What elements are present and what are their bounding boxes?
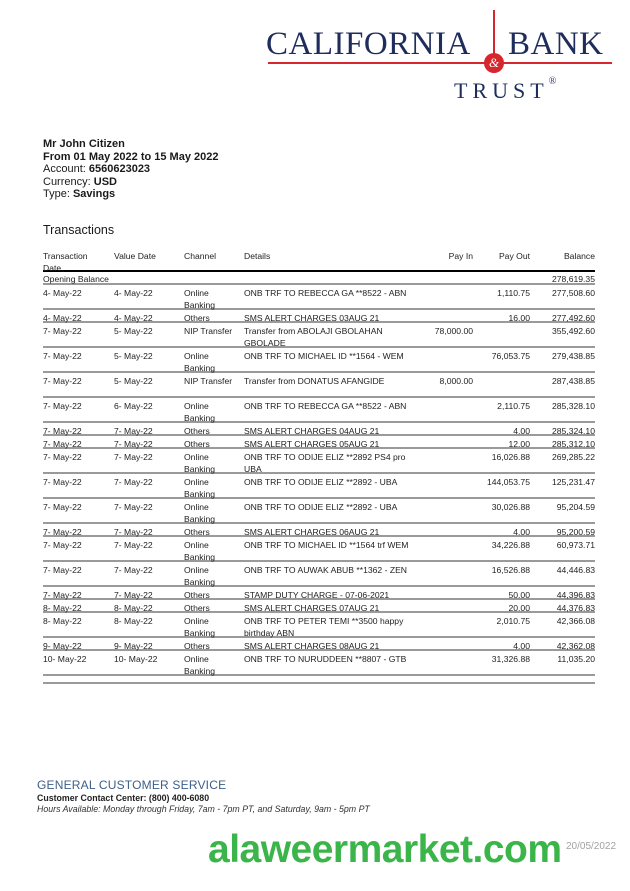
cell-value-date: 4- May-22 <box>114 288 153 298</box>
table-row <box>43 562 595 587</box>
cell-channel: Others <box>184 426 210 436</box>
cell-pay-out: 16.00 <box>508 313 530 323</box>
table-row <box>43 323 595 348</box>
cell-pay-out: 76,053.75 <box>491 351 530 361</box>
cell-balance: 285,324.10 <box>551 426 595 436</box>
cell-details: ONB TRF TO MICHAEL ID **1564 - WEM <box>244 351 404 361</box>
cell-value-date: 4- May-22 <box>114 313 153 323</box>
header-details: Details <box>244 251 271 261</box>
opening-balance-value: 278,619.35 <box>551 274 595 284</box>
cell-channel: Others <box>184 439 210 449</box>
cell-details: SMS ALERT CHARGES 06AUG 21 <box>244 527 380 537</box>
logo-divider-horizontal <box>268 62 612 64</box>
cell-transaction-date: 7- May-22 <box>43 351 82 361</box>
cell-transaction-date: 7- May-22 <box>43 540 82 550</box>
cell-pay-out: 50.00 <box>508 590 530 600</box>
cell-value-date: 5- May-22 <box>114 326 153 336</box>
type-line <box>43 188 218 201</box>
cell-details: ONB TRF TO MICHAEL ID **1564 trf WEM <box>244 540 409 550</box>
cell-details: Transfer from DONATUS AFANGIDE <box>244 376 385 386</box>
cell-pay-out: 2,010.75 <box>496 616 530 626</box>
cell-value-date: 7- May-22 <box>114 452 153 462</box>
cell-transaction-date: 7- May-22 <box>43 439 82 449</box>
cell-pay-in: 78,000.00 <box>434 326 473 336</box>
header-transaction-date: Transaction Date <box>43 251 88 273</box>
table-row <box>43 638 595 651</box>
account-holder: Mr John Citizen <box>43 138 125 150</box>
cell-pay-out: 30,026.88 <box>491 502 530 512</box>
cell-pay-in: 8,000.00 <box>439 376 473 386</box>
cell-details: ONB TRF TO ODIJE ELIZ **2892 PS4 pro UBA <box>244 452 406 474</box>
cell-details: STAMP DUTY CHARGE - 07-06-2021 <box>244 590 390 600</box>
currency-line <box>43 176 218 189</box>
table-row <box>43 524 595 537</box>
cell-channel: Online Banking <box>184 616 216 638</box>
table-end-rule <box>43 676 595 684</box>
cell-balance: 285,312.10 <box>551 439 595 449</box>
cell-pay-out: 16,526.88 <box>491 565 530 575</box>
cell-value-date: 8- May-22 <box>114 603 153 613</box>
table-row <box>43 449 595 474</box>
cell-transaction-date: 4- May-22 <box>43 288 82 298</box>
cell-pay-out: 4.00 <box>513 426 530 436</box>
table-row <box>43 436 595 449</box>
transactions-title: Transactions <box>43 223 115 237</box>
header-pay-in: Pay In <box>448 251 473 261</box>
footer-hours: Hours Available: Monday through Friday, 7am - 7pm PT, and Saturday, 9am - 5pm PT <box>37 804 370 814</box>
cell-value-date: 8- May-22 <box>114 616 153 626</box>
cell-channel: Online Banking <box>184 654 216 676</box>
cell-balance: 287,438.85 <box>551 376 595 386</box>
cell-details: SMS ALERT CHARGES 04AUG 21 <box>244 426 380 436</box>
account-number-line <box>43 163 218 176</box>
cell-pay-out: 20.00 <box>508 603 530 613</box>
header-pay-out: Pay Out <box>498 251 530 261</box>
cell-transaction-date: 7- May-22 <box>43 590 82 600</box>
cell-balance: 44,376.83 <box>556 603 595 613</box>
cell-value-date: 6- May-22 <box>114 401 153 411</box>
cell-pay-out: 2,110.75 <box>497 401 530 411</box>
cell-transaction-date: 7- May-22 <box>43 426 82 436</box>
table-header <box>43 249 595 272</box>
logo-trust-text: TRUST <box>454 78 549 103</box>
cell-value-date: 7- May-22 <box>114 590 153 600</box>
page-date: 20/05/2022 <box>566 841 617 852</box>
cell-details: ONB TRF TO PETER TEMI **3500 happy birthday ABN <box>244 616 404 638</box>
cell-details: SMS ALERT CHARGES 08AUG 21 <box>244 641 380 651</box>
cell-pay-out: 1,110.75 <box>497 288 530 298</box>
customer-service-footer <box>37 778 370 814</box>
cell-channel: Online Banking <box>184 477 216 499</box>
cell-channel: Others <box>184 527 210 537</box>
table-row <box>43 499 595 524</box>
currency-value: USD <box>93 175 117 188</box>
cell-value-date: 5- May-22 <box>114 376 153 386</box>
cell-value-date: 7- May-22 <box>114 527 153 537</box>
type-value: Savings <box>72 188 116 200</box>
cell-balance: 355,492.60 <box>551 326 595 336</box>
cell-value-date: 9- May-22 <box>114 641 153 651</box>
table-row <box>43 600 595 613</box>
cell-balance: 125,231.47 <box>551 477 595 487</box>
cell-transaction-date: 7- May-22 <box>43 376 82 386</box>
cell-balance: 279,438.85 <box>551 351 595 361</box>
cell-details: SMS ALERT CHARGES 05AUG 21 <box>244 439 380 449</box>
logo-word-california: CALIFORNIA <box>266 26 471 62</box>
cell-details: ONB TRF TO REBECCA GA **8522 - ABN <box>244 401 407 411</box>
header-balance: Balance <box>563 251 595 261</box>
table-row <box>43 613 595 638</box>
cell-channel: Others <box>184 641 210 651</box>
cell-details: ONB TRF TO ODIJE ELIZ **2892 - UBA <box>244 502 398 512</box>
cell-value-date: 7- May-22 <box>114 540 153 550</box>
cell-balance: 44,396.83 <box>556 590 595 600</box>
cell-balance: 95,204.59 <box>556 502 595 512</box>
cell-details: ONB TRF TO ODIJE ELIZ **2892 - UBA <box>244 477 398 487</box>
cell-channel: Online Banking <box>184 540 216 562</box>
footer-title: GENERAL CUSTOMER SERVICE <box>37 778 227 792</box>
cell-details: Transfer from ABOLAJI GBOLAHAN GBOLADE <box>244 326 383 348</box>
cell-pay-out: 16,026.88 <box>491 452 530 462</box>
table-row <box>43 651 595 676</box>
transaction-rows <box>43 285 595 676</box>
cell-transaction-date: 7- May-22 <box>43 326 82 336</box>
cell-transaction-date: 7- May-22 <box>43 401 82 411</box>
statement-period: From 01 May 2022 to 15 May 2022 <box>43 150 219 163</box>
cell-pay-out: 4.00 <box>513 641 530 651</box>
registered-mark: ® <box>548 76 557 87</box>
logo-word-trust <box>454 78 556 104</box>
table-row <box>43 348 595 373</box>
cell-channel: NIP Transfer <box>184 376 233 386</box>
table-row <box>43 373 595 398</box>
cell-channel: Online Banking <box>184 565 216 587</box>
cell-balance: 285,328.10 <box>551 401 595 411</box>
footer-contact: Customer Contact Center: (800) 400-6080 <box>37 793 210 803</box>
cell-pay-out: 4.00 <box>513 527 530 537</box>
cell-details: SMS ALERT CHARGES 07AUG 21 <box>244 603 380 613</box>
cell-transaction-date: 10- May-22 <box>43 654 87 664</box>
cell-value-date: 7- May-22 <box>114 426 153 436</box>
cell-details: ONB TRF TO AUWAK ABUB **1362 - ZEN <box>244 565 408 575</box>
cell-channel: Online Banking <box>184 288 216 310</box>
logo-word-bank: BANK <box>508 26 604 62</box>
cell-channel: Others <box>184 603 210 613</box>
cell-channel: Online Banking <box>184 351 216 373</box>
cell-transaction-date: 9- May-22 <box>43 641 82 651</box>
table-row <box>43 587 595 600</box>
table-row <box>43 310 595 323</box>
cell-pay-out: 144,053.75 <box>486 477 530 487</box>
table-row <box>43 423 595 436</box>
account-number: 6560623023 <box>88 163 151 175</box>
currency-label: Currency: <box>43 175 91 188</box>
cell-channel: Online Banking <box>184 452 216 474</box>
cell-pay-out: 31,326.88 <box>491 654 530 664</box>
cell-details: ONB TRF TO REBECCA GA **8522 - ABN <box>244 288 407 298</box>
cell-transaction-date: 7- May-22 <box>43 477 82 487</box>
cell-balance: 42,362.08 <box>556 641 595 651</box>
cell-transaction-date: 8- May-22 <box>43 616 82 626</box>
opening-balance-row <box>43 272 595 285</box>
account-label: Account: <box>43 163 86 175</box>
cell-value-date: 7- May-22 <box>114 477 153 487</box>
table-row <box>43 537 595 562</box>
cell-balance: 277,492.60 <box>551 313 595 323</box>
transactions-table <box>43 249 595 684</box>
bank-logo <box>264 8 614 108</box>
type-label: Type: <box>43 188 70 200</box>
cell-details: SMS ALERT CHARGES 03AUG 21 <box>244 313 380 323</box>
cell-pay-out: 34,226.88 <box>491 540 530 550</box>
header-channel: Channel <box>184 251 217 261</box>
cell-transaction-date: 8- May-22 <box>43 603 82 613</box>
cell-balance: 11,035.20 <box>557 654 595 664</box>
table-row <box>43 398 595 423</box>
header-value-date: Value Date <box>114 251 156 261</box>
cell-balance: 269,285.22 <box>551 452 595 462</box>
ampersand-icon: & <box>484 53 504 73</box>
cell-value-date: 5- May-22 <box>114 351 153 361</box>
cell-value-date: 7- May-22 <box>114 502 153 512</box>
cell-balance: 277,508.60 <box>551 288 595 298</box>
cell-transaction-date: 7- May-22 <box>43 502 82 512</box>
cell-value-date: 7- May-22 <box>114 439 153 449</box>
cell-balance: 44,446.83 <box>556 565 595 575</box>
cell-transaction-date: 7- May-22 <box>43 452 82 462</box>
table-row <box>43 285 595 310</box>
cell-transaction-date: 7- May-22 <box>43 565 82 575</box>
cell-balance: 42,366.08 <box>556 616 595 626</box>
cell-details: ONB TRF TO NURUDDEEN **8807 - GTB <box>244 654 407 664</box>
cell-channel: Online Banking <box>184 502 216 524</box>
cell-value-date: 7- May-22 <box>114 565 153 575</box>
watermark-text: alaweermarket.com <box>208 828 562 871</box>
cell-channel: Online Banking <box>184 401 216 423</box>
cell-channel: Others <box>184 590 210 600</box>
cell-channel: NIP Transfer <box>184 326 233 336</box>
cell-pay-out: 12.00 <box>508 439 530 449</box>
cell-channel: Others <box>184 313 210 323</box>
cell-balance: 60,973.71 <box>556 540 595 550</box>
cell-transaction-date: 7- May-22 <box>43 527 82 537</box>
table-row <box>43 474 595 499</box>
cell-transaction-date: 4- May-22 <box>43 313 82 323</box>
account-info <box>43 138 218 201</box>
opening-balance-label: Opening Balance <box>43 274 109 284</box>
cell-balance: 95,200.59 <box>556 527 595 537</box>
cell-value-date: 10- May-22 <box>114 654 158 664</box>
